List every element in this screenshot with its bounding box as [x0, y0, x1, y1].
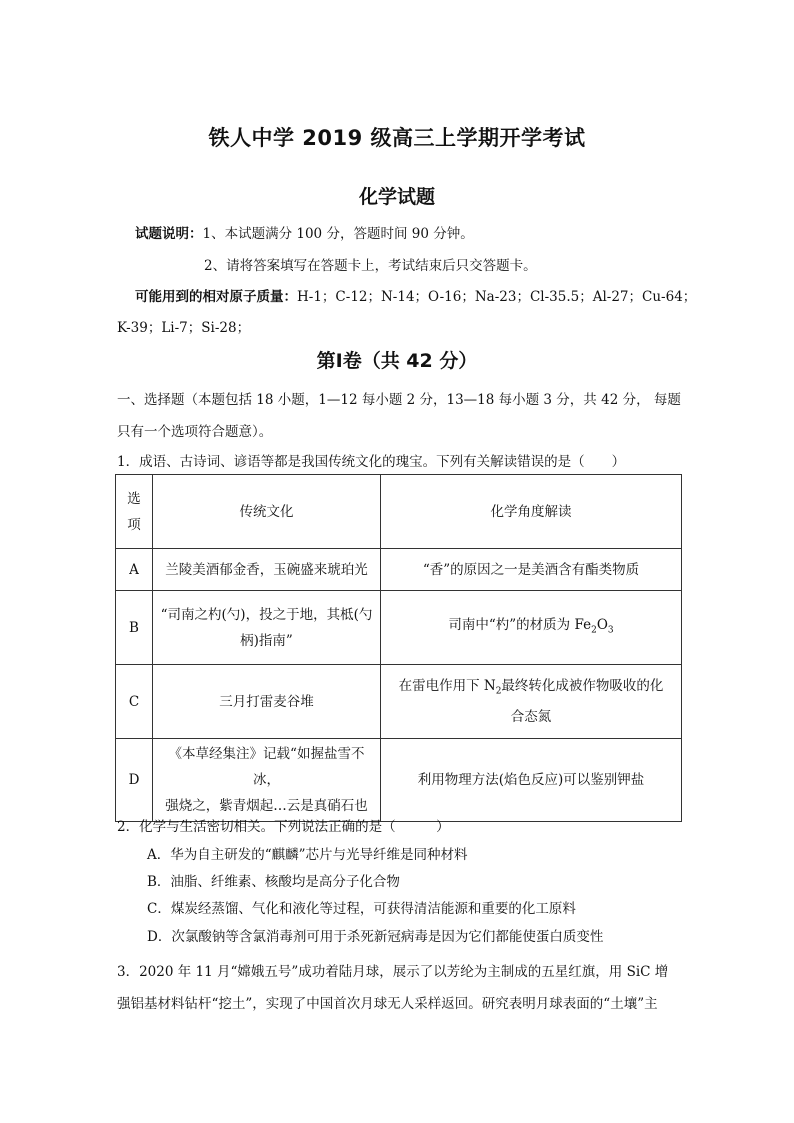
row-reading: “香”的原因之一是美酒含有酯类物质	[381, 549, 682, 591]
row-culture: 兰陵美酒郁金香，玉碗盛来琥珀光	[153, 549, 381, 591]
row-culture: 三月打雷麦谷堆	[153, 665, 381, 739]
instruction-item-1: 1、本试题满分 100 分，答题时间 90 分钟。	[202, 226, 474, 242]
part-intro-line-2: 只有一个选项符合题意）。	[117, 424, 273, 440]
row-reading: 利用物理方法(焰色反应)可以鉴别钾盐	[381, 739, 682, 822]
row-culture: 《本草经集注》记载“如握盐雪不冰， 强烧之，紫青烟起…云是真硝石也	[153, 739, 381, 822]
row-reading: 在雷电作用下 $N_2$最终转化成被作物吸收的化 合态氮	[381, 665, 682, 739]
q1-table	[115, 474, 682, 822]
table-row	[116, 549, 682, 591]
q1-stem: 1．成语、古诗词、谚语等都是我国传统文化的瑰宝。下列有关解读错误的是（ ）	[117, 454, 626, 470]
instruction-item-2: 2、请将答案填写在答题卡上，考试结束后只交答题卡。	[204, 258, 537, 274]
row-culture: “司南之杓(勺)，投之于地，其柢(勺 柄)指南”	[153, 591, 381, 665]
q2-option-c: C．煤炭经蒸馏、气化和液化等过程，可获得清洁能源和重要的化工原料	[147, 901, 576, 917]
table-row	[116, 665, 682, 739]
exam-title: 铁人中学 2019 级高三上学期开学考试	[208, 126, 586, 150]
instructions-label: 试题说明：	[135, 226, 203, 242]
q3-line-2: 强铝基材料钻杆“挖土”，实现了中国首次月球无人采样返回。研究表明月球表面的“土壤”主	[117, 996, 658, 1012]
row-option: C	[116, 665, 153, 739]
q2-option-a: A．华为自主研发的“麒麟”芯片与光导纤维是同种材料	[147, 847, 468, 863]
header-option: 选 项	[116, 475, 153, 549]
q1-table-header	[116, 475, 682, 549]
atomic-mass-values-2: K-39；Li-7；Si-28；	[117, 320, 251, 336]
row-option: A	[116, 549, 153, 591]
header-culture: 传统文化	[153, 475, 381, 549]
atomic-mass-label: 可能用到的相对原子质量：	[135, 289, 297, 305]
section-title: 第Ⅰ卷（共 42 分）	[316, 350, 478, 372]
table-row	[116, 591, 682, 665]
atomic-mass-line-1	[135, 285, 696, 305]
part-intro-line-1: 一、选择题（本题包括 18 小题，1—12 每小题 2 分，13—18 每小题 3 分，共 42 分， 每题	[117, 392, 681, 408]
header-reading: 化学角度解读	[381, 475, 682, 549]
instructions-line-1	[135, 222, 474, 242]
q3-line-1: 3．2020 年 11 月“嫦娥五号”成功着陆月球，展示了以芳纶为主制成的五星红旗，用 SiC 增	[117, 964, 669, 980]
row-reading: 司南中“杓”的材质为 $Fe_2O_3$	[381, 591, 682, 665]
q2-stem: 2．化学与生活密切相关。下列说法正确的是（ ）	[117, 819, 450, 835]
row-option: D	[116, 739, 153, 822]
exam-subtitle: 化学试题	[358, 186, 435, 208]
table-row	[116, 739, 682, 822]
atomic-mass-values-1: H-1；C-12；N-14；O-16；Na-23；Cl-35.5；Al-27；Cu-64；	[297, 289, 697, 305]
q2-option-b: B．油脂、纤维素、核酸均是高分子化合物	[147, 874, 400, 890]
q2-option-d: D．次氯酸钠等含氯消毒剂可用于杀死新冠病毒是因为它们都能使蛋白质变性	[147, 929, 604, 945]
row-option: B	[116, 591, 153, 665]
